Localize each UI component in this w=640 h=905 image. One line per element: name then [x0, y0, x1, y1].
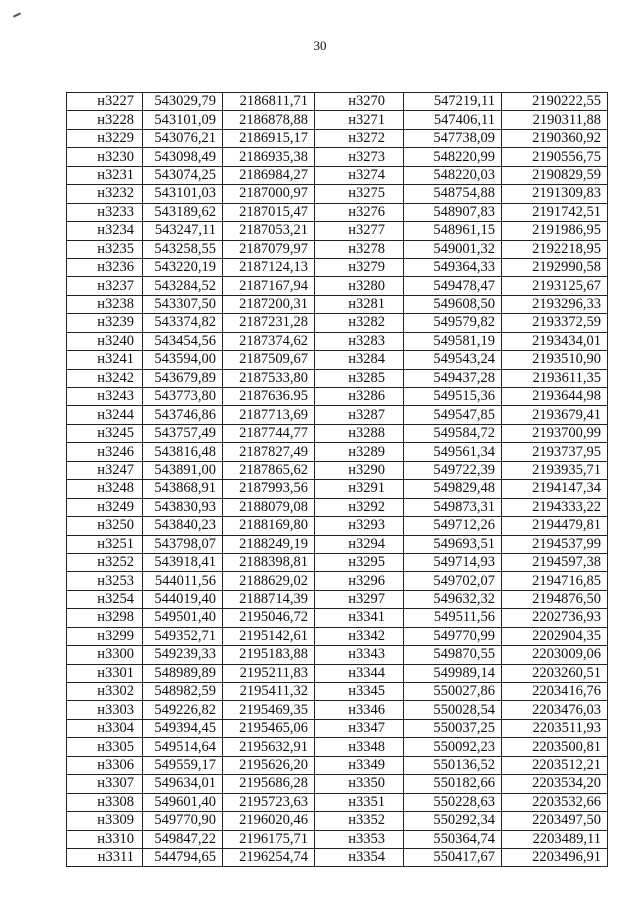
- y-coordinate-cell: 2191309,83: [502, 185, 608, 203]
- point-id-cell: н3250: [67, 517, 143, 535]
- table-row: [67, 683, 608, 701]
- x-coordinate-cell: 547738,09: [404, 129, 502, 147]
- table-row: [67, 609, 608, 627]
- x-coordinate-cell: 549608,50: [404, 295, 502, 313]
- y-coordinate-cell: 2187744,77: [223, 424, 315, 442]
- table-row: [67, 553, 608, 571]
- x-coordinate-cell: 549770,99: [404, 627, 502, 645]
- point-id-cell: н3291: [315, 480, 404, 498]
- x-coordinate-cell: 549226,82: [143, 701, 223, 719]
- y-coordinate-cell: 2195626,20: [223, 756, 315, 774]
- y-coordinate-cell: 2190222,55: [502, 93, 608, 111]
- point-id-cell: н3254: [67, 590, 143, 608]
- table-body: [67, 93, 608, 867]
- x-coordinate-cell: 543076,21: [143, 129, 223, 147]
- x-coordinate-cell: 549515,36: [404, 388, 502, 406]
- point-id-cell: н3227: [67, 93, 143, 111]
- point-id-cell: н3230: [67, 148, 143, 166]
- x-coordinate-cell: 549561,34: [404, 443, 502, 461]
- x-coordinate-cell: 548220,99: [404, 148, 502, 166]
- x-coordinate-cell: 550182,66: [404, 775, 502, 793]
- point-id-cell: н3284: [315, 351, 404, 369]
- x-coordinate-cell: 549239,33: [143, 646, 223, 664]
- y-coordinate-cell: 2187993,56: [223, 480, 315, 498]
- point-id-cell: н3248: [67, 480, 143, 498]
- point-id-cell: н3341: [315, 609, 404, 627]
- x-coordinate-cell: 550417,67: [404, 848, 502, 866]
- point-id-cell: н3349: [315, 756, 404, 774]
- point-id-cell: н3346: [315, 701, 404, 719]
- x-coordinate-cell: 549478,47: [404, 277, 502, 295]
- y-coordinate-cell: 2186811,71: [223, 93, 315, 111]
- point-id-cell: н3272: [315, 129, 404, 147]
- y-coordinate-cell: 2196254,74: [223, 848, 315, 866]
- point-id-cell: н3283: [315, 332, 404, 350]
- y-coordinate-cell: 2203511,93: [502, 719, 608, 737]
- y-coordinate-cell: 2203532,66: [502, 793, 608, 811]
- x-coordinate-cell: 549579,82: [404, 314, 502, 332]
- point-id-cell: н3245: [67, 424, 143, 442]
- x-coordinate-cell: 550027,86: [404, 683, 502, 701]
- y-coordinate-cell: 2188169,80: [223, 517, 315, 535]
- table-row: [67, 517, 608, 535]
- point-id-cell: н3351: [315, 793, 404, 811]
- point-id-cell: н3298: [67, 609, 143, 627]
- x-coordinate-cell: 549829,48: [404, 480, 502, 498]
- table-row: [67, 277, 608, 295]
- table-row: [67, 719, 608, 737]
- y-coordinate-cell: 2193296,33: [502, 295, 608, 313]
- y-coordinate-cell: 2194333,22: [502, 498, 608, 516]
- point-id-cell: н3310: [67, 830, 143, 848]
- y-coordinate-cell: 2187374,62: [223, 332, 315, 350]
- y-coordinate-cell: 2193125,67: [502, 277, 608, 295]
- table-row: [67, 812, 608, 830]
- x-coordinate-cell: 543594,00: [143, 351, 223, 369]
- x-coordinate-cell: 543746,86: [143, 406, 223, 424]
- x-coordinate-cell: 548961,15: [404, 222, 502, 240]
- point-id-cell: н3238: [67, 295, 143, 313]
- point-id-cell: н3271: [315, 111, 404, 129]
- x-coordinate-cell: 543074,25: [143, 166, 223, 184]
- x-coordinate-cell: 549702,07: [404, 572, 502, 590]
- y-coordinate-cell: 2203534,20: [502, 775, 608, 793]
- table-row: [67, 369, 608, 387]
- y-coordinate-cell: 2191986,95: [502, 222, 608, 240]
- x-coordinate-cell: 549601,40: [143, 793, 223, 811]
- y-coordinate-cell: 2192218,95: [502, 240, 608, 258]
- x-coordinate-cell: 543798,07: [143, 535, 223, 553]
- point-id-cell: н3303: [67, 701, 143, 719]
- point-id-cell: н3306: [67, 756, 143, 774]
- x-coordinate-cell: 543773,80: [143, 388, 223, 406]
- table-row: [67, 627, 608, 645]
- x-coordinate-cell: 549581,19: [404, 332, 502, 350]
- x-coordinate-cell: 549634,01: [143, 775, 223, 793]
- point-id-cell: н3279: [315, 258, 404, 276]
- point-id-cell: н3274: [315, 166, 404, 184]
- table-row: [67, 332, 608, 350]
- table-row: [67, 461, 608, 479]
- x-coordinate-cell: 549001,32: [404, 240, 502, 258]
- table-row: [67, 185, 608, 203]
- table-row: [67, 314, 608, 332]
- y-coordinate-cell: 2191742,51: [502, 203, 608, 221]
- y-coordinate-cell: 2203416,76: [502, 683, 608, 701]
- x-coordinate-cell: 544019,40: [143, 590, 223, 608]
- point-id-cell: н3293: [315, 517, 404, 535]
- point-id-cell: н3228: [67, 111, 143, 129]
- table-row: [67, 756, 608, 774]
- y-coordinate-cell: 2186878,88: [223, 111, 315, 129]
- table-row: [67, 848, 608, 866]
- x-coordinate-cell: 549547,85: [404, 406, 502, 424]
- y-coordinate-cell: 2193644,98: [502, 388, 608, 406]
- x-coordinate-cell: 549514,64: [143, 738, 223, 756]
- point-id-cell: н3234: [67, 222, 143, 240]
- x-coordinate-cell: 549584,72: [404, 424, 502, 442]
- y-coordinate-cell: 2193510,90: [502, 351, 608, 369]
- x-coordinate-cell: 548754,88: [404, 185, 502, 203]
- y-coordinate-cell: 2187713,69: [223, 406, 315, 424]
- y-coordinate-cell: 2195632,91: [223, 738, 315, 756]
- point-id-cell: н3299: [67, 627, 143, 645]
- y-coordinate-cell: 2187231,28: [223, 314, 315, 332]
- x-coordinate-cell: 543098,49: [143, 148, 223, 166]
- point-id-cell: н3347: [315, 719, 404, 737]
- point-id-cell: н3246: [67, 443, 143, 461]
- table-row: [67, 572, 608, 590]
- y-coordinate-cell: 2193434,01: [502, 332, 608, 350]
- point-id-cell: н3282: [315, 314, 404, 332]
- y-coordinate-cell: 2195142,61: [223, 627, 315, 645]
- point-id-cell: н3292: [315, 498, 404, 516]
- point-id-cell: н3286: [315, 388, 404, 406]
- point-id-cell: н3305: [67, 738, 143, 756]
- y-coordinate-cell: 2195465,06: [223, 719, 315, 737]
- table-row: [67, 240, 608, 258]
- point-id-cell: н3307: [67, 775, 143, 793]
- y-coordinate-cell: 2195411,32: [223, 683, 315, 701]
- x-coordinate-cell: 549501,40: [143, 609, 223, 627]
- x-coordinate-cell: 548220,03: [404, 166, 502, 184]
- table-row: [67, 258, 608, 276]
- x-coordinate-cell: 543840,23: [143, 517, 223, 535]
- point-id-cell: н3343: [315, 646, 404, 664]
- y-coordinate-cell: 2194147,34: [502, 480, 608, 498]
- point-id-cell: н3294: [315, 535, 404, 553]
- x-coordinate-cell: 549989,14: [404, 664, 502, 682]
- point-id-cell: н3276: [315, 203, 404, 221]
- point-id-cell: н3277: [315, 222, 404, 240]
- y-coordinate-cell: 2188249,19: [223, 535, 315, 553]
- x-coordinate-cell: 543816,48: [143, 443, 223, 461]
- x-coordinate-cell: 547406,11: [404, 111, 502, 129]
- page-number: 30: [313, 38, 327, 53]
- x-coordinate-cell: 548989,89: [143, 664, 223, 682]
- table-row: [67, 406, 608, 424]
- y-coordinate-cell: 2188714,39: [223, 590, 315, 608]
- table-row: [67, 535, 608, 553]
- table-row: [67, 793, 608, 811]
- y-coordinate-cell: 2196175,71: [223, 830, 315, 848]
- x-coordinate-cell: 549712,26: [404, 517, 502, 535]
- point-id-cell: н3354: [315, 848, 404, 866]
- x-coordinate-cell: 549632,32: [404, 590, 502, 608]
- y-coordinate-cell: 2195723,63: [223, 793, 315, 811]
- x-coordinate-cell: 543374,82: [143, 314, 223, 332]
- x-coordinate-cell: 549511,56: [404, 609, 502, 627]
- point-id-cell: н3308: [67, 793, 143, 811]
- y-coordinate-cell: 2186935,38: [223, 148, 315, 166]
- table-row: [67, 222, 608, 240]
- y-coordinate-cell: 2192990,58: [502, 258, 608, 276]
- table-row: [67, 775, 608, 793]
- y-coordinate-cell: 2196020,46: [223, 812, 315, 830]
- point-id-cell: н3253: [67, 572, 143, 590]
- coordinates-table-container: [66, 92, 608, 867]
- y-coordinate-cell: 2187079,97: [223, 240, 315, 258]
- x-coordinate-cell: 549873,31: [404, 498, 502, 516]
- table-row: [67, 351, 608, 369]
- y-coordinate-cell: 2190360,92: [502, 129, 608, 147]
- point-id-cell: н3270: [315, 93, 404, 111]
- y-coordinate-cell: 2194537,99: [502, 535, 608, 553]
- x-coordinate-cell: 549693,51: [404, 535, 502, 553]
- table-row: [67, 701, 608, 719]
- y-coordinate-cell: 2203497,50: [502, 812, 608, 830]
- point-id-cell: н3244: [67, 406, 143, 424]
- y-coordinate-cell: 2187053,21: [223, 222, 315, 240]
- y-coordinate-cell: 2194479,81: [502, 517, 608, 535]
- table-row: [67, 148, 608, 166]
- x-coordinate-cell: 543189,62: [143, 203, 223, 221]
- y-coordinate-cell: 2194876,50: [502, 590, 608, 608]
- point-id-cell: н3353: [315, 830, 404, 848]
- x-coordinate-cell: 543679,89: [143, 369, 223, 387]
- x-coordinate-cell: 550037,25: [404, 719, 502, 737]
- x-coordinate-cell: 550364,74: [404, 830, 502, 848]
- y-coordinate-cell: 2194716,85: [502, 572, 608, 590]
- y-coordinate-cell: 2195046,72: [223, 609, 315, 627]
- y-coordinate-cell: 2203489,11: [502, 830, 608, 848]
- x-coordinate-cell: 548907,83: [404, 203, 502, 221]
- point-id-cell: н3275: [315, 185, 404, 203]
- x-coordinate-cell: 543830,93: [143, 498, 223, 516]
- y-coordinate-cell: 2203476,03: [502, 701, 608, 719]
- point-id-cell: н3300: [67, 646, 143, 664]
- x-coordinate-cell: 547219,11: [404, 93, 502, 111]
- y-coordinate-cell: 2203496,91: [502, 848, 608, 866]
- table-row: [67, 388, 608, 406]
- table-row: [67, 295, 608, 313]
- table-row: [67, 738, 608, 756]
- x-coordinate-cell: 549870,55: [404, 646, 502, 664]
- table-row: [67, 111, 608, 129]
- x-coordinate-cell: 544794,65: [143, 848, 223, 866]
- x-coordinate-cell: 549543,24: [404, 351, 502, 369]
- x-coordinate-cell: 549847,22: [143, 830, 223, 848]
- point-id-cell: н3350: [315, 775, 404, 793]
- y-coordinate-cell: 2203512,21: [502, 756, 608, 774]
- point-id-cell: н3280: [315, 277, 404, 295]
- x-coordinate-cell: 549559,17: [143, 756, 223, 774]
- y-coordinate-cell: 2186984,27: [223, 166, 315, 184]
- point-id-cell: н3352: [315, 812, 404, 830]
- point-id-cell: н3296: [315, 572, 404, 590]
- y-coordinate-cell: 2187636.95: [223, 388, 315, 406]
- point-id-cell: н3304: [67, 719, 143, 737]
- x-coordinate-cell: 550228,63: [404, 793, 502, 811]
- y-coordinate-cell: 2193372,59: [502, 314, 608, 332]
- point-id-cell: н3229: [67, 129, 143, 147]
- x-coordinate-cell: 543868,91: [143, 480, 223, 498]
- table-row: [67, 480, 608, 498]
- x-coordinate-cell: 550292,34: [404, 812, 502, 830]
- point-id-cell: н3233: [67, 203, 143, 221]
- x-coordinate-cell: 550136,52: [404, 756, 502, 774]
- y-coordinate-cell: 2187865,62: [223, 461, 315, 479]
- y-coordinate-cell: 2203009,06: [502, 646, 608, 664]
- point-id-cell: н3288: [315, 424, 404, 442]
- coordinates-table: [66, 92, 608, 867]
- x-coordinate-cell: 543307,50: [143, 295, 223, 313]
- point-id-cell: н3252: [67, 553, 143, 571]
- point-id-cell: н3309: [67, 812, 143, 830]
- point-id-cell: н3243: [67, 388, 143, 406]
- y-coordinate-cell: 2195183,88: [223, 646, 315, 664]
- point-id-cell: н3345: [315, 683, 404, 701]
- y-coordinate-cell: 2193935,71: [502, 461, 608, 479]
- y-coordinate-cell: 2195211,83: [223, 664, 315, 682]
- point-id-cell: н3348: [315, 738, 404, 756]
- x-coordinate-cell: 549352,71: [143, 627, 223, 645]
- y-coordinate-cell: 2187533,80: [223, 369, 315, 387]
- point-id-cell: н3290: [315, 461, 404, 479]
- point-id-cell: н3237: [67, 277, 143, 295]
- x-coordinate-cell: 549770,90: [143, 812, 223, 830]
- y-coordinate-cell: 2187167,94: [223, 277, 315, 295]
- table-row: [67, 646, 608, 664]
- y-coordinate-cell: 2190556,75: [502, 148, 608, 166]
- y-coordinate-cell: 2195686,28: [223, 775, 315, 793]
- x-coordinate-cell: 543101,09: [143, 111, 223, 129]
- x-coordinate-cell: 549394,45: [143, 719, 223, 737]
- point-id-cell: н3289: [315, 443, 404, 461]
- y-coordinate-cell: 2203500,81: [502, 738, 608, 756]
- point-id-cell: н3231: [67, 166, 143, 184]
- y-coordinate-cell: 2188398,81: [223, 553, 315, 571]
- y-coordinate-cell: 2195469,35: [223, 701, 315, 719]
- point-id-cell: н3342: [315, 627, 404, 645]
- point-id-cell: н3302: [67, 683, 143, 701]
- table-row: [67, 498, 608, 516]
- point-id-cell: н3235: [67, 240, 143, 258]
- y-coordinate-cell: 2187000,97: [223, 185, 315, 203]
- scan-mark: [13, 12, 21, 17]
- y-coordinate-cell: 2187509,67: [223, 351, 315, 369]
- x-coordinate-cell: 550028,54: [404, 701, 502, 719]
- x-coordinate-cell: 543220,19: [143, 258, 223, 276]
- point-id-cell: н3236: [67, 258, 143, 276]
- x-coordinate-cell: 543284,52: [143, 277, 223, 295]
- point-id-cell: н3278: [315, 240, 404, 258]
- point-id-cell: н3287: [315, 406, 404, 424]
- y-coordinate-cell: 2203260,51: [502, 664, 608, 682]
- table-row: [67, 590, 608, 608]
- y-coordinate-cell: 2202904,35: [502, 627, 608, 645]
- point-id-cell: н3239: [67, 314, 143, 332]
- y-coordinate-cell: 2188079,08: [223, 498, 315, 516]
- x-coordinate-cell: 543247,11: [143, 222, 223, 240]
- point-id-cell: н3344: [315, 664, 404, 682]
- point-id-cell: н3242: [67, 369, 143, 387]
- point-id-cell: н3251: [67, 535, 143, 553]
- table-row: [67, 424, 608, 442]
- y-coordinate-cell: 2188629,02: [223, 572, 315, 590]
- x-coordinate-cell: 549364,33: [404, 258, 502, 276]
- y-coordinate-cell: 2187015,47: [223, 203, 315, 221]
- table-row: [67, 129, 608, 147]
- point-id-cell: н3249: [67, 498, 143, 516]
- y-coordinate-cell: 2193700,99: [502, 424, 608, 442]
- point-id-cell: н3273: [315, 148, 404, 166]
- x-coordinate-cell: 543757,49: [143, 424, 223, 442]
- x-coordinate-cell: 549722,39: [404, 461, 502, 479]
- y-coordinate-cell: 2194597,38: [502, 553, 608, 571]
- point-id-cell: н3295: [315, 553, 404, 571]
- x-coordinate-cell: 548982,59: [143, 683, 223, 701]
- x-coordinate-cell: 543258,55: [143, 240, 223, 258]
- x-coordinate-cell: 544011,56: [143, 572, 223, 590]
- y-coordinate-cell: 2187124,13: [223, 258, 315, 276]
- point-id-cell: н3285: [315, 369, 404, 387]
- point-id-cell: н3281: [315, 295, 404, 313]
- y-coordinate-cell: 2202736,93: [502, 609, 608, 627]
- y-coordinate-cell: 2187827,49: [223, 443, 315, 461]
- table-row: [67, 443, 608, 461]
- y-coordinate-cell: 2193737,95: [502, 443, 608, 461]
- y-coordinate-cell: 2190311,88: [502, 111, 608, 129]
- y-coordinate-cell: 2187200,31: [223, 295, 315, 313]
- y-coordinate-cell: 2186915,17: [223, 129, 315, 147]
- point-id-cell: н3241: [67, 351, 143, 369]
- x-coordinate-cell: 543029,79: [143, 93, 223, 111]
- point-id-cell: н3301: [67, 664, 143, 682]
- table-row: [67, 664, 608, 682]
- point-id-cell: н3297: [315, 590, 404, 608]
- table-row: [67, 830, 608, 848]
- point-id-cell: н3232: [67, 185, 143, 203]
- table-row: [67, 166, 608, 184]
- point-id-cell: н3311: [67, 848, 143, 866]
- y-coordinate-cell: 2193679,41: [502, 406, 608, 424]
- table-row: [67, 203, 608, 221]
- y-coordinate-cell: 2190829,59: [502, 166, 608, 184]
- point-id-cell: н3247: [67, 461, 143, 479]
- x-coordinate-cell: 543918,41: [143, 553, 223, 571]
- table-row: [67, 93, 608, 111]
- point-id-cell: н3240: [67, 332, 143, 350]
- x-coordinate-cell: 550092,23: [404, 738, 502, 756]
- x-coordinate-cell: 549714,93: [404, 553, 502, 571]
- x-coordinate-cell: 549437,28: [404, 369, 502, 387]
- y-coordinate-cell: 2193611,35: [502, 369, 608, 387]
- x-coordinate-cell: 543891,00: [143, 461, 223, 479]
- x-coordinate-cell: 543101,03: [143, 185, 223, 203]
- x-coordinate-cell: 543454,56: [143, 332, 223, 350]
